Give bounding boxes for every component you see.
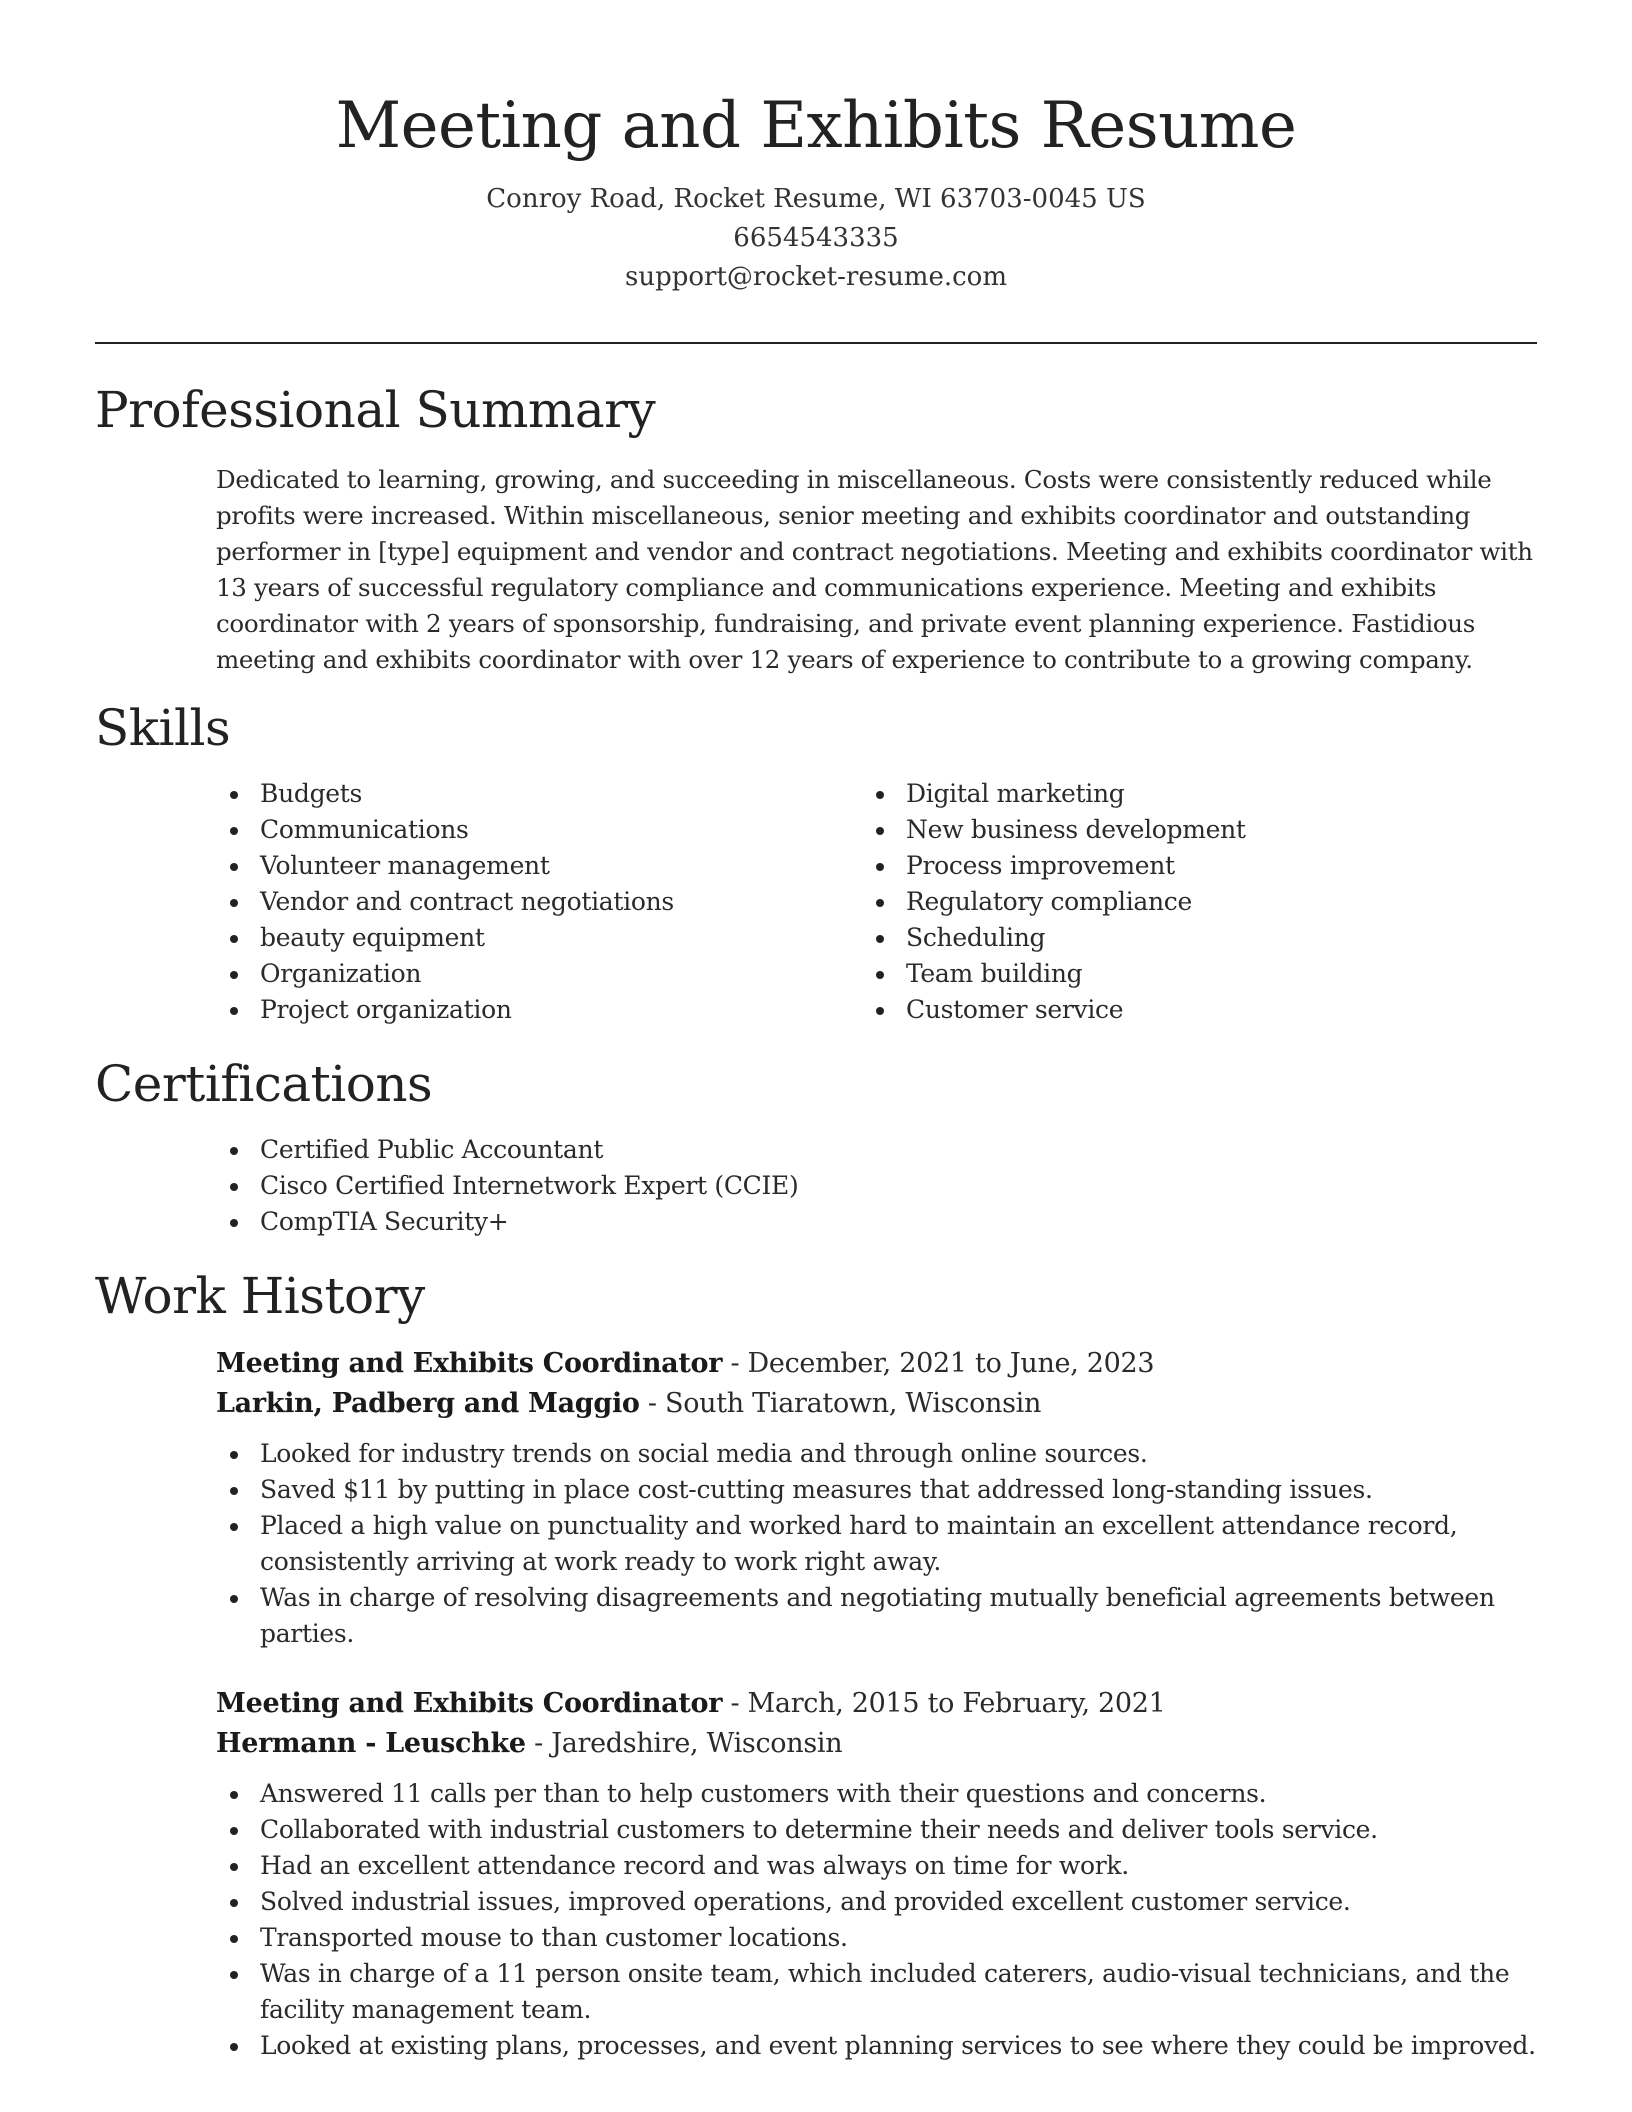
skill-item: Volunteer management <box>216 848 816 884</box>
job-2-role: Meeting and Exhibits Coordinator <box>216 1688 723 1719</box>
skill-item: Team building <box>862 956 1502 992</box>
job-1-bullet: Was in charge of resolving disagreements and negotiating mutually beneficial agreements between parties. <box>216 1580 1546 1652</box>
skills-list-right <box>862 776 1502 1028</box>
job-1-employer <box>216 1384 1041 1424</box>
contact-phone: 6654543335 <box>733 223 899 253</box>
job-2-dates: March, 2015 to February, 2021 <box>747 1688 1166 1719</box>
resume-title: Meeting and Exhibits Resume <box>335 89 1297 163</box>
job-1-employer-separator: - <box>639 1388 666 1419</box>
skills-list-left <box>216 776 816 1028</box>
job-1-separator: - <box>722 1348 748 1379</box>
job-2-bullet: Was in charge of a 11 person onsite team, which included caterers, audio-visual technicians, and the facility management team. <box>216 1956 1546 2028</box>
section-title-certifications: Certifications <box>95 1055 433 1113</box>
skill-item: Customer service <box>862 992 1502 1028</box>
job-1-bullets <box>216 1436 1546 1652</box>
job-1-location: South Tiaratown, Wisconsin <box>665 1388 1042 1419</box>
contact-address: Conroy Road, Rocket Resume, WI 63703-0045 US <box>486 184 1146 214</box>
job-2-company: Hermann - Leuschke <box>216 1728 526 1759</box>
job-2-heading <box>216 1684 1166 1724</box>
job-2-employer-separator: - <box>525 1728 552 1759</box>
section-title-work-history: Work History <box>95 1267 425 1325</box>
certification-item: Certified Public Accountant <box>216 1132 1516 1168</box>
certification-item: CompTIA Security+ <box>216 1204 1516 1240</box>
job-2-separator: - <box>722 1688 748 1719</box>
certifications-list <box>216 1132 1516 1240</box>
job-2-location: Jaredshire, Wisconsin <box>551 1728 843 1759</box>
skill-item: Vendor and contract negotiations <box>216 884 816 920</box>
summary-text: Dedicated to learning, growing, and succeeding in miscellaneous. Costs were consistently reduced while profits were increased. Within miscellaneous, senior meeting and exhibits coordinator and outstanding performer in [type] equipment and vendor and contract negotiations. Meeting and exhibits coordinator with 13 years of successful regulatory compliance and communications experience. Meeting and exhibits coordinator with 2 years of sponsorship, fundraising, and private event planning experience. Fastidious meeting and exhibits coordinator with over 12 years of experience to contribute to a growing company. <box>216 465 1533 674</box>
job-2-bullet: Looked at existing plans, processes, and event planning services to see where they could be improved. <box>216 2028 1546 2064</box>
job-2-bullets <box>216 1776 1546 2064</box>
skill-item: New business development <box>862 812 1502 848</box>
skill-item: Project organization <box>216 992 816 1028</box>
job-1-heading <box>216 1344 1154 1384</box>
header-divider <box>95 342 1537 344</box>
section-title-summary: Professional Summary <box>95 381 656 439</box>
job-1-bullet: Placed a high value on punctuality and worked hard to maintain an excellent attendance record, consistently arriving at work ready to work right away. <box>216 1508 1546 1580</box>
job-1-bullet: Looked for industry trends on social media and through online sources. <box>216 1436 1546 1472</box>
contact-block <box>0 180 1632 297</box>
job-1-role: Meeting and Exhibits Coordinator <box>216 1348 723 1379</box>
skill-item: Process improvement <box>862 848 1502 884</box>
job-1-bullet: Saved $11 by putting in place cost-cutting measures that addressed long-standing issues. <box>216 1472 1546 1508</box>
job-2-bullet: Collaborated with industrial customers to determine their needs and deliver tools service. <box>216 1812 1546 1848</box>
skill-item: Organization <box>216 956 816 992</box>
job-1-dates: December, 2021 to June, 2023 <box>747 1348 1155 1379</box>
skill-item: Budgets <box>216 776 816 812</box>
skill-item: Regulatory compliance <box>862 884 1502 920</box>
job-2-bullet: Had an excellent attendance record and was always on time for work. <box>216 1848 1546 1884</box>
job-2-bullet: Transported mouse to than customer locations. <box>216 1920 1546 1956</box>
skill-item: Communications <box>216 812 816 848</box>
skill-item: beauty equipment <box>216 920 816 956</box>
resume-header <box>0 0 1632 297</box>
job-2-bullet: Solved industrial issues, improved operations, and provided excellent customer service. <box>216 1884 1546 1920</box>
certification-item: Cisco Certified Internetwork Expert (CCIE) <box>216 1168 1516 1204</box>
job-2-bullet: Answered 11 calls per than to help customers with their questions and concerns. <box>216 1776 1546 1812</box>
contact-email: support@rocket-resume.com <box>624 262 1007 292</box>
job-2-employer <box>216 1724 842 1764</box>
skill-item: Scheduling <box>862 920 1502 956</box>
section-title-skills: Skills <box>95 699 231 757</box>
skill-item: Digital marketing <box>862 776 1502 812</box>
job-1-company: Larkin, Padberg and Maggio <box>216 1388 640 1419</box>
